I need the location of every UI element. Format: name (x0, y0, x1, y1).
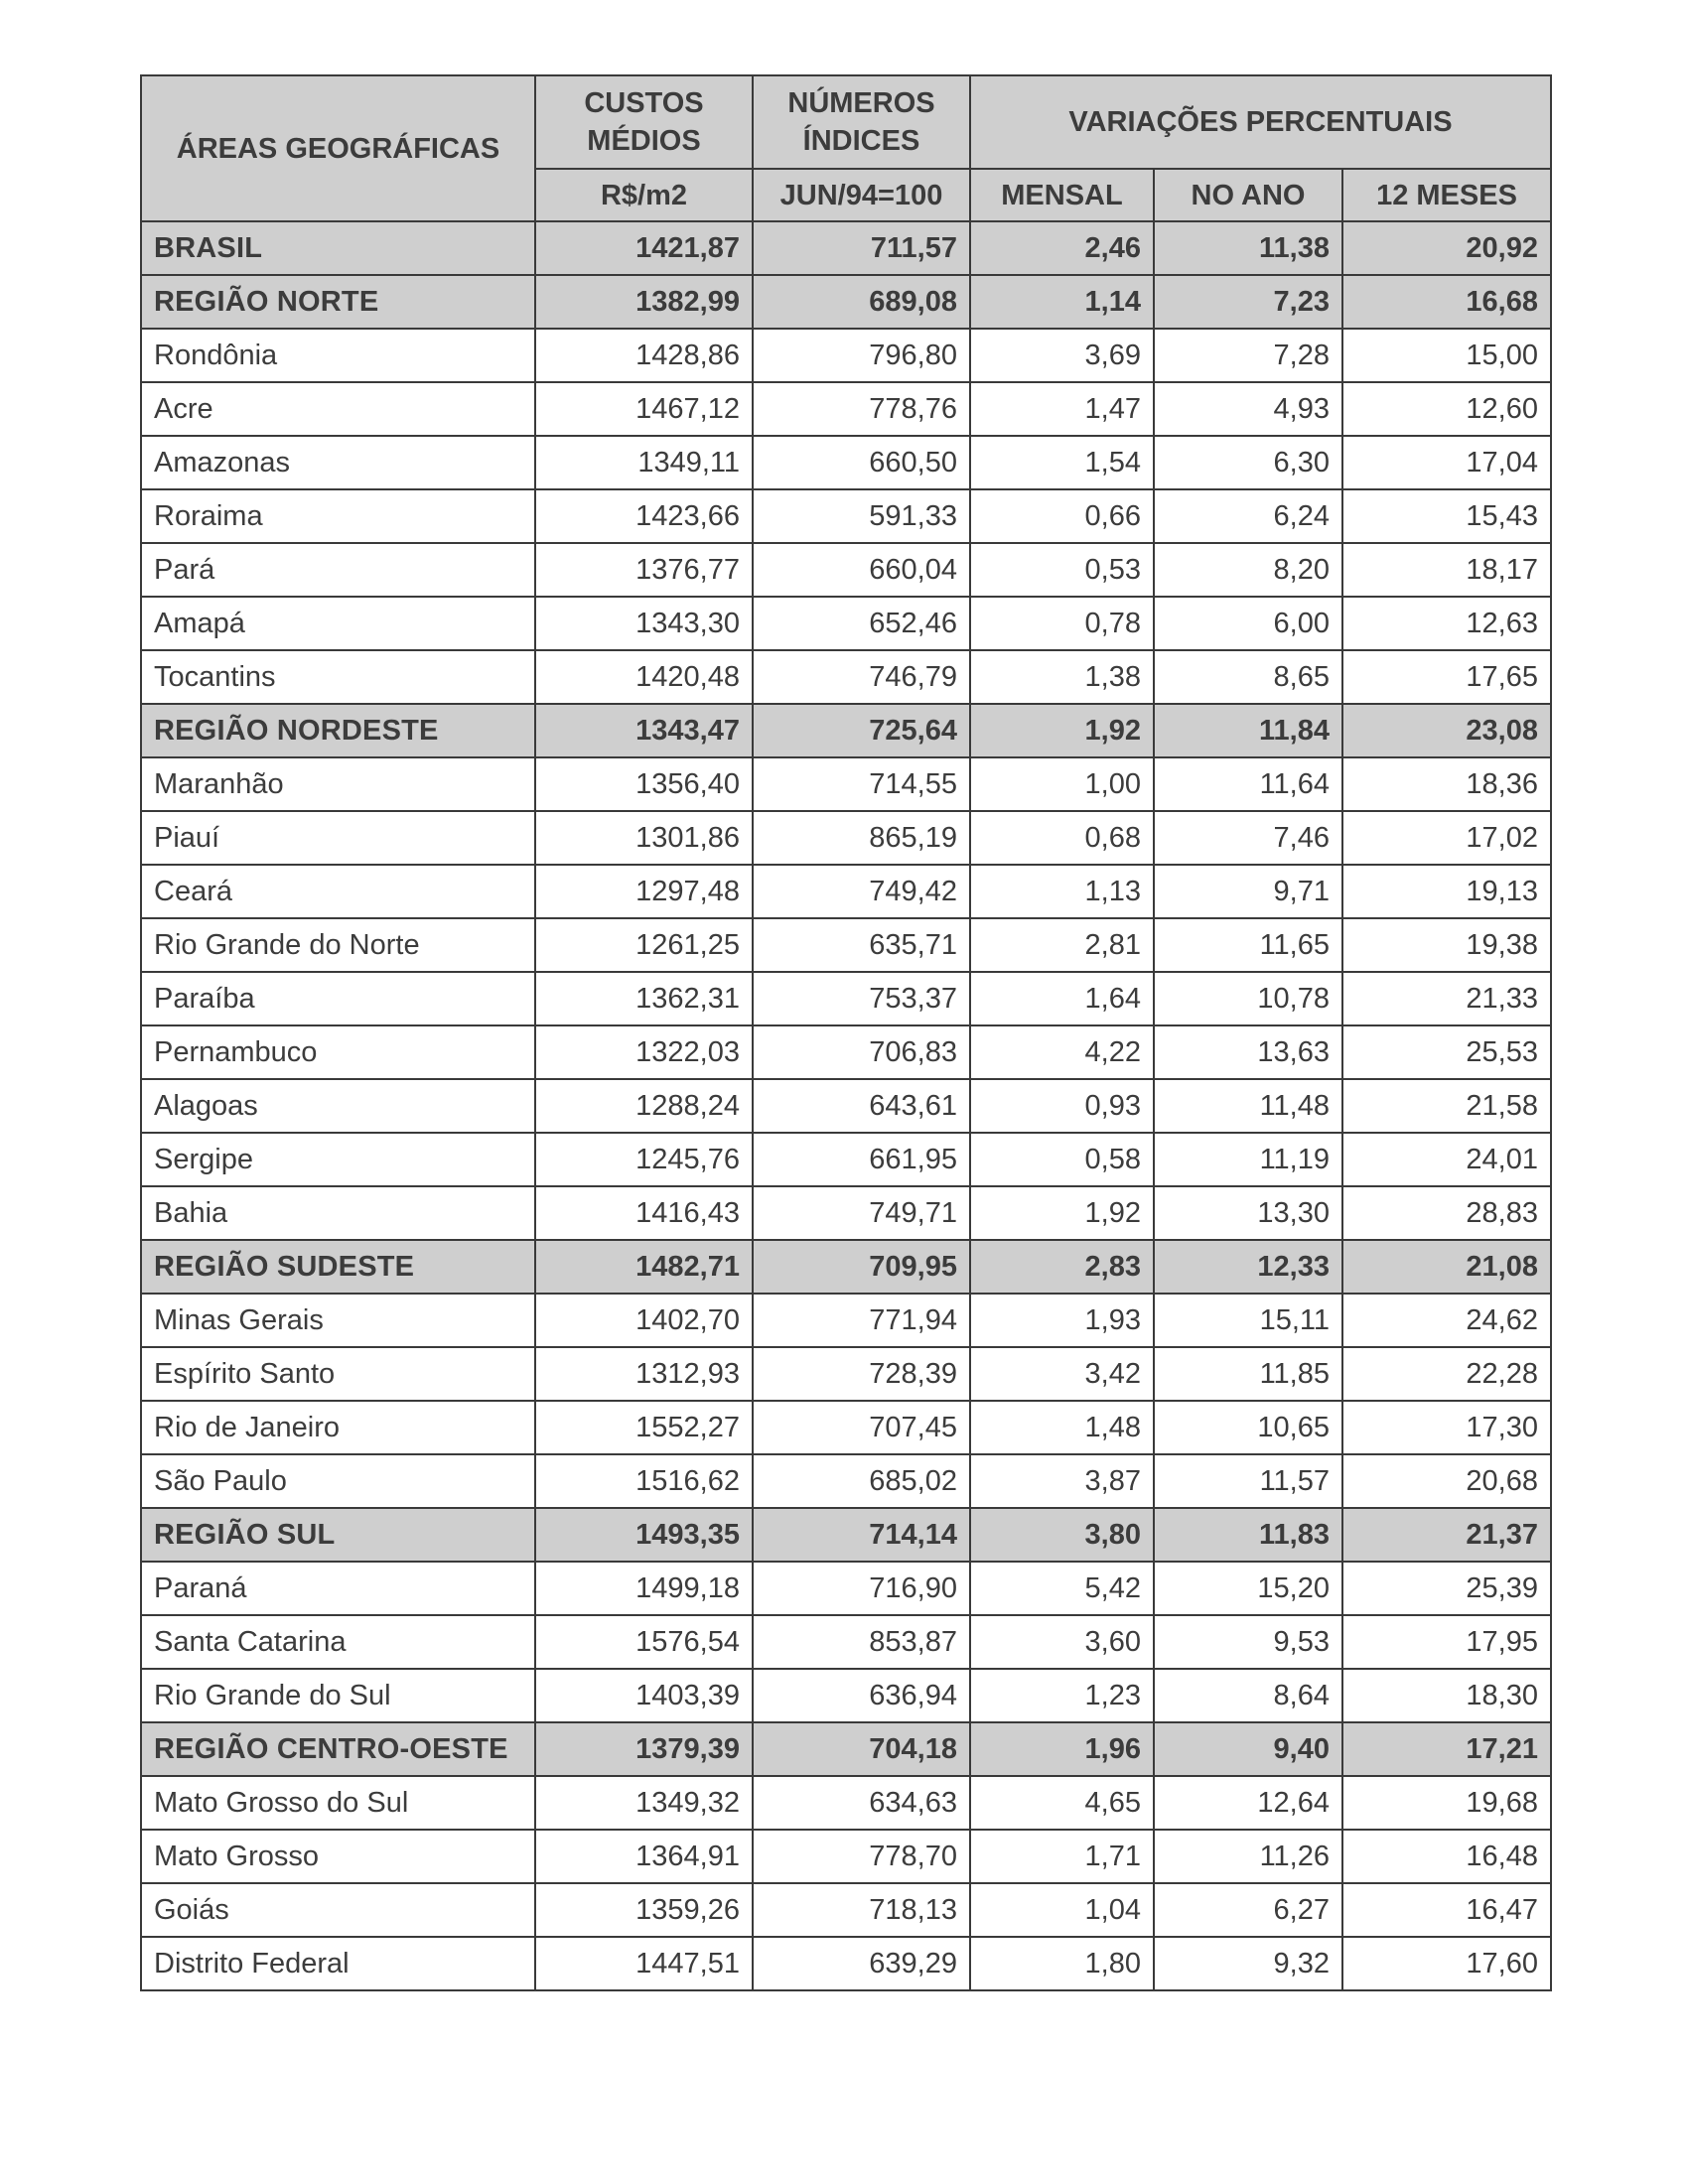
cell-area-name: Santa Catarina (141, 1615, 535, 1669)
cell-custo-medio: 1245,76 (535, 1133, 753, 1186)
cell-var-12-meses: 21,33 (1342, 972, 1551, 1025)
cell-custo-medio: 1403,39 (535, 1669, 753, 1722)
cell-var-no-ano: 9,40 (1154, 1722, 1342, 1776)
table-row (141, 1079, 1551, 1133)
table-row-region (141, 1508, 1551, 1562)
cell-var-12-meses: 12,60 (1342, 382, 1551, 436)
cell-var-mensal: 0,78 (970, 597, 1154, 650)
cell-area-name: REGIÃO CENTRO-OESTE (141, 1722, 535, 1776)
cell-var-12-meses: 20,92 (1342, 221, 1551, 275)
cell-numero-indice: 865,19 (753, 811, 970, 865)
cell-var-12-meses: 25,39 (1342, 1562, 1551, 1615)
cell-custo-medio: 1322,03 (535, 1025, 753, 1079)
cell-custo-medio: 1362,31 (535, 972, 753, 1025)
cell-numero-indice: 778,76 (753, 382, 970, 436)
cell-numero-indice: 718,13 (753, 1883, 970, 1937)
table-row (141, 597, 1551, 650)
cell-numero-indice: 704,18 (753, 1722, 970, 1776)
table-row (141, 865, 1551, 918)
cell-numero-indice: 635,71 (753, 918, 970, 972)
cell-numero-indice: 706,83 (753, 1025, 970, 1079)
cell-var-no-ano: 7,28 (1154, 329, 1342, 382)
table-row (141, 329, 1551, 382)
cell-area-name: Rondônia (141, 329, 535, 382)
cell-area-name: Mato Grosso do Sul (141, 1776, 535, 1830)
cell-numero-indice: 685,02 (753, 1454, 970, 1508)
cell-numero-indice: 749,42 (753, 865, 970, 918)
cell-area-name: Mato Grosso (141, 1830, 535, 1883)
cell-custo-medio: 1416,43 (535, 1186, 753, 1240)
cell-numero-indice: 660,04 (753, 543, 970, 597)
table-row-region (141, 221, 1551, 275)
table-row (141, 1830, 1551, 1883)
cell-custo-medio: 1359,26 (535, 1883, 753, 1937)
cell-custo-medio: 1576,54 (535, 1615, 753, 1669)
header-no-ano: NO ANO (1154, 169, 1342, 221)
cell-area-name: Bahia (141, 1186, 535, 1240)
cell-var-12-meses: 15,43 (1342, 489, 1551, 543)
table-row (141, 1401, 1551, 1454)
cell-area-name: Goiás (141, 1883, 535, 1937)
table-row (141, 1025, 1551, 1079)
cell-var-12-meses: 23,08 (1342, 704, 1551, 757)
cell-var-12-meses: 24,01 (1342, 1133, 1551, 1186)
cell-var-mensal: 5,42 (970, 1562, 1154, 1615)
header-areas: ÁREAS GEOGRÁFICAS (141, 75, 535, 221)
cell-var-mensal: 1,80 (970, 1937, 1154, 1990)
cell-var-no-ano: 11,65 (1154, 918, 1342, 972)
cell-custo-medio: 1376,77 (535, 543, 753, 597)
cell-var-mensal: 2,46 (970, 221, 1154, 275)
cell-numero-indice: 771,94 (753, 1294, 970, 1347)
cell-var-no-ano: 6,00 (1154, 597, 1342, 650)
cell-var-no-ano: 7,23 (1154, 275, 1342, 329)
cost-table-sheet (140, 74, 1550, 1991)
cell-numero-indice: 753,37 (753, 972, 970, 1025)
header-numeros-base: JUN/94=100 (753, 169, 970, 221)
cell-var-no-ano: 6,24 (1154, 489, 1342, 543)
cell-var-mensal: 1,23 (970, 1669, 1154, 1722)
cell-var-mensal: 4,65 (970, 1776, 1154, 1830)
cell-area-name: Roraima (141, 489, 535, 543)
cell-numero-indice: 643,61 (753, 1079, 970, 1133)
cell-numero-indice: 639,29 (753, 1937, 970, 1990)
cell-var-no-ano: 11,19 (1154, 1133, 1342, 1186)
cell-area-name: Amapá (141, 597, 535, 650)
cell-var-no-ano: 11,48 (1154, 1079, 1342, 1133)
cell-var-12-meses: 12,63 (1342, 597, 1551, 650)
cell-area-name: Espírito Santo (141, 1347, 535, 1401)
cell-var-12-meses: 22,28 (1342, 1347, 1551, 1401)
cell-var-no-ano: 13,63 (1154, 1025, 1342, 1079)
cell-var-no-ano: 11,26 (1154, 1830, 1342, 1883)
table-row (141, 1294, 1551, 1347)
cell-numero-indice: 652,46 (753, 597, 970, 650)
cell-custo-medio: 1493,35 (535, 1508, 753, 1562)
header-mensal: MENSAL (970, 169, 1154, 221)
cell-var-12-meses: 24,62 (1342, 1294, 1551, 1347)
table-row (141, 543, 1551, 597)
cell-var-no-ano: 11,85 (1154, 1347, 1342, 1401)
table-row (141, 650, 1551, 704)
cell-area-name: Paraná (141, 1562, 535, 1615)
cell-var-12-meses: 19,68 (1342, 1776, 1551, 1830)
cell-custo-medio: 1447,51 (535, 1937, 753, 1990)
cell-var-no-ano: 9,53 (1154, 1615, 1342, 1669)
table-row-region (141, 275, 1551, 329)
cell-var-mensal: 1,04 (970, 1883, 1154, 1937)
cell-var-12-meses: 16,47 (1342, 1883, 1551, 1937)
table-row (141, 1615, 1551, 1669)
cell-var-mensal: 0,66 (970, 489, 1154, 543)
cell-custo-medio: 1343,47 (535, 704, 753, 757)
cell-var-mensal: 3,42 (970, 1347, 1154, 1401)
cell-custo-medio: 1343,30 (535, 597, 753, 650)
cell-var-mensal: 1,13 (970, 865, 1154, 918)
cell-var-12-meses: 16,68 (1342, 275, 1551, 329)
cost-table (140, 74, 1552, 1991)
table-row (141, 1133, 1551, 1186)
table-row (141, 382, 1551, 436)
cell-custo-medio: 1288,24 (535, 1079, 753, 1133)
cell-var-12-meses: 20,68 (1342, 1454, 1551, 1508)
table-row-region (141, 704, 1551, 757)
cell-area-name: Piauí (141, 811, 535, 865)
table-row-region (141, 1240, 1551, 1294)
cell-numero-indice: 725,64 (753, 704, 970, 757)
cell-area-name: Sergipe (141, 1133, 535, 1186)
cell-numero-indice: 707,45 (753, 1401, 970, 1454)
header-custos: CUSTOS MÉDIOS (535, 75, 753, 169)
cell-area-name: Amazonas (141, 436, 535, 489)
cell-var-mensal: 0,53 (970, 543, 1154, 597)
table-row (141, 811, 1551, 865)
cell-numero-indice: 689,08 (753, 275, 970, 329)
cell-custo-medio: 1349,32 (535, 1776, 753, 1830)
cell-var-mensal: 2,81 (970, 918, 1154, 972)
cell-area-name: Ceará (141, 865, 535, 918)
cell-custo-medio: 1297,48 (535, 865, 753, 918)
cell-var-12-meses: 25,53 (1342, 1025, 1551, 1079)
cell-var-mensal: 0,93 (970, 1079, 1154, 1133)
cell-area-name: Maranhão (141, 757, 535, 811)
cell-var-12-meses: 15,00 (1342, 329, 1551, 382)
cell-var-no-ano: 15,20 (1154, 1562, 1342, 1615)
cell-var-mensal: 1,54 (970, 436, 1154, 489)
cell-custo-medio: 1423,66 (535, 489, 753, 543)
cell-var-12-meses: 17,04 (1342, 436, 1551, 489)
cell-numero-indice: 749,71 (753, 1186, 970, 1240)
cell-var-no-ano: 7,46 (1154, 811, 1342, 865)
cell-area-name: São Paulo (141, 1454, 535, 1508)
cell-var-mensal: 3,87 (970, 1454, 1154, 1508)
table-row (141, 1937, 1551, 1990)
cell-var-mensal: 1,47 (970, 382, 1154, 436)
cell-var-mensal: 1,71 (970, 1830, 1154, 1883)
cell-var-mensal: 1,96 (970, 1722, 1154, 1776)
cell-area-name: REGIÃO NORDESTE (141, 704, 535, 757)
table-row (141, 1562, 1551, 1615)
cell-area-name: Rio Grande do Sul (141, 1669, 535, 1722)
cell-var-no-ano: 6,30 (1154, 436, 1342, 489)
cell-custo-medio: 1261,25 (535, 918, 753, 972)
cell-area-name: Distrito Federal (141, 1937, 535, 1990)
cell-var-no-ano: 6,27 (1154, 1883, 1342, 1937)
cell-area-name: REGIÃO SUL (141, 1508, 535, 1562)
cell-var-no-ano: 12,33 (1154, 1240, 1342, 1294)
cell-var-12-meses: 17,65 (1342, 650, 1551, 704)
cell-var-mensal: 1,93 (970, 1294, 1154, 1347)
cell-var-12-meses: 17,60 (1342, 1937, 1551, 1990)
cell-var-mensal: 3,80 (970, 1508, 1154, 1562)
cell-custo-medio: 1420,48 (535, 650, 753, 704)
cell-var-12-meses: 19,38 (1342, 918, 1551, 972)
cell-custo-medio: 1482,71 (535, 1240, 753, 1294)
cell-var-12-meses: 17,02 (1342, 811, 1551, 865)
cell-custo-medio: 1364,91 (535, 1830, 753, 1883)
cell-custo-medio: 1379,39 (535, 1722, 753, 1776)
table-row (141, 918, 1551, 972)
table-row (141, 436, 1551, 489)
table-row (141, 1883, 1551, 1937)
cell-var-mensal: 1,92 (970, 704, 1154, 757)
cell-numero-indice: 853,87 (753, 1615, 970, 1669)
cell-numero-indice: 746,79 (753, 650, 970, 704)
cell-numero-indice: 796,80 (753, 329, 970, 382)
cell-var-mensal: 0,68 (970, 811, 1154, 865)
cell-custo-medio: 1552,27 (535, 1401, 753, 1454)
cell-var-no-ano: 12,64 (1154, 1776, 1342, 1830)
table-row (141, 1347, 1551, 1401)
table-header (141, 75, 1551, 221)
cell-var-mensal: 1,14 (970, 275, 1154, 329)
cell-numero-indice: 636,94 (753, 1669, 970, 1722)
cell-var-mensal: 0,58 (970, 1133, 1154, 1186)
cell-numero-indice: 714,14 (753, 1508, 970, 1562)
cell-custo-medio: 1499,18 (535, 1562, 753, 1615)
header-12-meses: 12 MESES (1342, 169, 1551, 221)
cell-area-name: Pernambuco (141, 1025, 535, 1079)
cell-custo-medio: 1467,12 (535, 382, 753, 436)
cell-var-no-ano: 15,11 (1154, 1294, 1342, 1347)
header-variacoes: VARIAÇÕES PERCENTUAIS (970, 75, 1551, 169)
cell-var-no-ano: 4,93 (1154, 382, 1342, 436)
cell-var-no-ano: 11,57 (1154, 1454, 1342, 1508)
header-custos-unit: R$/m2 (535, 169, 753, 221)
cell-custo-medio: 1516,62 (535, 1454, 753, 1508)
table-row (141, 1454, 1551, 1508)
cell-custo-medio: 1421,87 (535, 221, 753, 275)
cell-numero-indice: 591,33 (753, 489, 970, 543)
table-row (141, 1186, 1551, 1240)
table-row (141, 489, 1551, 543)
cell-var-no-ano: 11,64 (1154, 757, 1342, 811)
cell-var-no-ano: 10,78 (1154, 972, 1342, 1025)
cell-var-no-ano: 11,83 (1154, 1508, 1342, 1562)
cell-custo-medio: 1312,93 (535, 1347, 753, 1401)
cell-custo-medio: 1428,86 (535, 329, 753, 382)
table-row (141, 1776, 1551, 1830)
table-row (141, 972, 1551, 1025)
cell-var-no-ano: 8,64 (1154, 1669, 1342, 1722)
cell-var-12-meses: 18,36 (1342, 757, 1551, 811)
cell-area-name: BRASIL (141, 221, 535, 275)
cell-var-no-ano: 9,71 (1154, 865, 1342, 918)
cell-var-12-meses: 21,08 (1342, 1240, 1551, 1294)
cell-var-mensal: 1,64 (970, 972, 1154, 1025)
cell-numero-indice: 634,63 (753, 1776, 970, 1830)
table-row-region (141, 1722, 1551, 1776)
table-row (141, 757, 1551, 811)
cell-numero-indice: 778,70 (753, 1830, 970, 1883)
cell-var-mensal: 3,60 (970, 1615, 1154, 1669)
table-row (141, 1669, 1551, 1722)
cell-var-no-ano: 13,30 (1154, 1186, 1342, 1240)
cell-var-12-meses: 28,83 (1342, 1186, 1551, 1240)
cell-var-mensal: 1,38 (970, 650, 1154, 704)
cell-var-no-ano: 11,84 (1154, 704, 1342, 757)
cell-numero-indice: 714,55 (753, 757, 970, 811)
cell-var-no-ano: 8,20 (1154, 543, 1342, 597)
cell-numero-indice: 711,57 (753, 221, 970, 275)
cell-var-mensal: 1,48 (970, 1401, 1154, 1454)
cell-numero-indice: 661,95 (753, 1133, 970, 1186)
cell-var-no-ano: 11,38 (1154, 221, 1342, 275)
cell-area-name: Acre (141, 382, 535, 436)
cell-numero-indice: 709,95 (753, 1240, 970, 1294)
cell-custo-medio: 1382,99 (535, 275, 753, 329)
header-numeros: NÚMEROS ÍNDICES (753, 75, 970, 169)
cell-area-name: Alagoas (141, 1079, 535, 1133)
cell-var-mensal: 2,83 (970, 1240, 1154, 1294)
cell-var-12-meses: 16,48 (1342, 1830, 1551, 1883)
cell-var-12-meses: 21,58 (1342, 1079, 1551, 1133)
cell-area-name: Rio de Janeiro (141, 1401, 535, 1454)
cell-area-name: Minas Gerais (141, 1294, 535, 1347)
cell-var-12-meses: 17,95 (1342, 1615, 1551, 1669)
cell-numero-indice: 728,39 (753, 1347, 970, 1401)
cell-area-name: Rio Grande do Norte (141, 918, 535, 972)
cell-var-no-ano: 10,65 (1154, 1401, 1342, 1454)
cell-var-12-meses: 18,17 (1342, 543, 1551, 597)
cell-var-mensal: 1,92 (970, 1186, 1154, 1240)
cell-var-no-ano: 9,32 (1154, 1937, 1342, 1990)
cell-var-12-meses: 21,37 (1342, 1508, 1551, 1562)
cell-area-name: REGIÃO SUDESTE (141, 1240, 535, 1294)
cell-var-mensal: 4,22 (970, 1025, 1154, 1079)
cell-custo-medio: 1402,70 (535, 1294, 753, 1347)
cell-area-name: Tocantins (141, 650, 535, 704)
cell-custo-medio: 1301,86 (535, 811, 753, 865)
cell-custo-medio: 1349,11 (535, 436, 753, 489)
cell-area-name: REGIÃO NORTE (141, 275, 535, 329)
cell-area-name: Paraíba (141, 972, 535, 1025)
cell-var-no-ano: 8,65 (1154, 650, 1342, 704)
cell-numero-indice: 660,50 (753, 436, 970, 489)
cell-numero-indice: 716,90 (753, 1562, 970, 1615)
cell-var-mensal: 3,69 (970, 329, 1154, 382)
cell-var-12-meses: 19,13 (1342, 865, 1551, 918)
cell-var-12-meses: 18,30 (1342, 1669, 1551, 1722)
cell-var-12-meses: 17,30 (1342, 1401, 1551, 1454)
cell-custo-medio: 1356,40 (535, 757, 753, 811)
cell-var-mensal: 1,00 (970, 757, 1154, 811)
cell-area-name: Pará (141, 543, 535, 597)
table-body (141, 221, 1551, 1990)
cell-var-12-meses: 17,21 (1342, 1722, 1551, 1776)
